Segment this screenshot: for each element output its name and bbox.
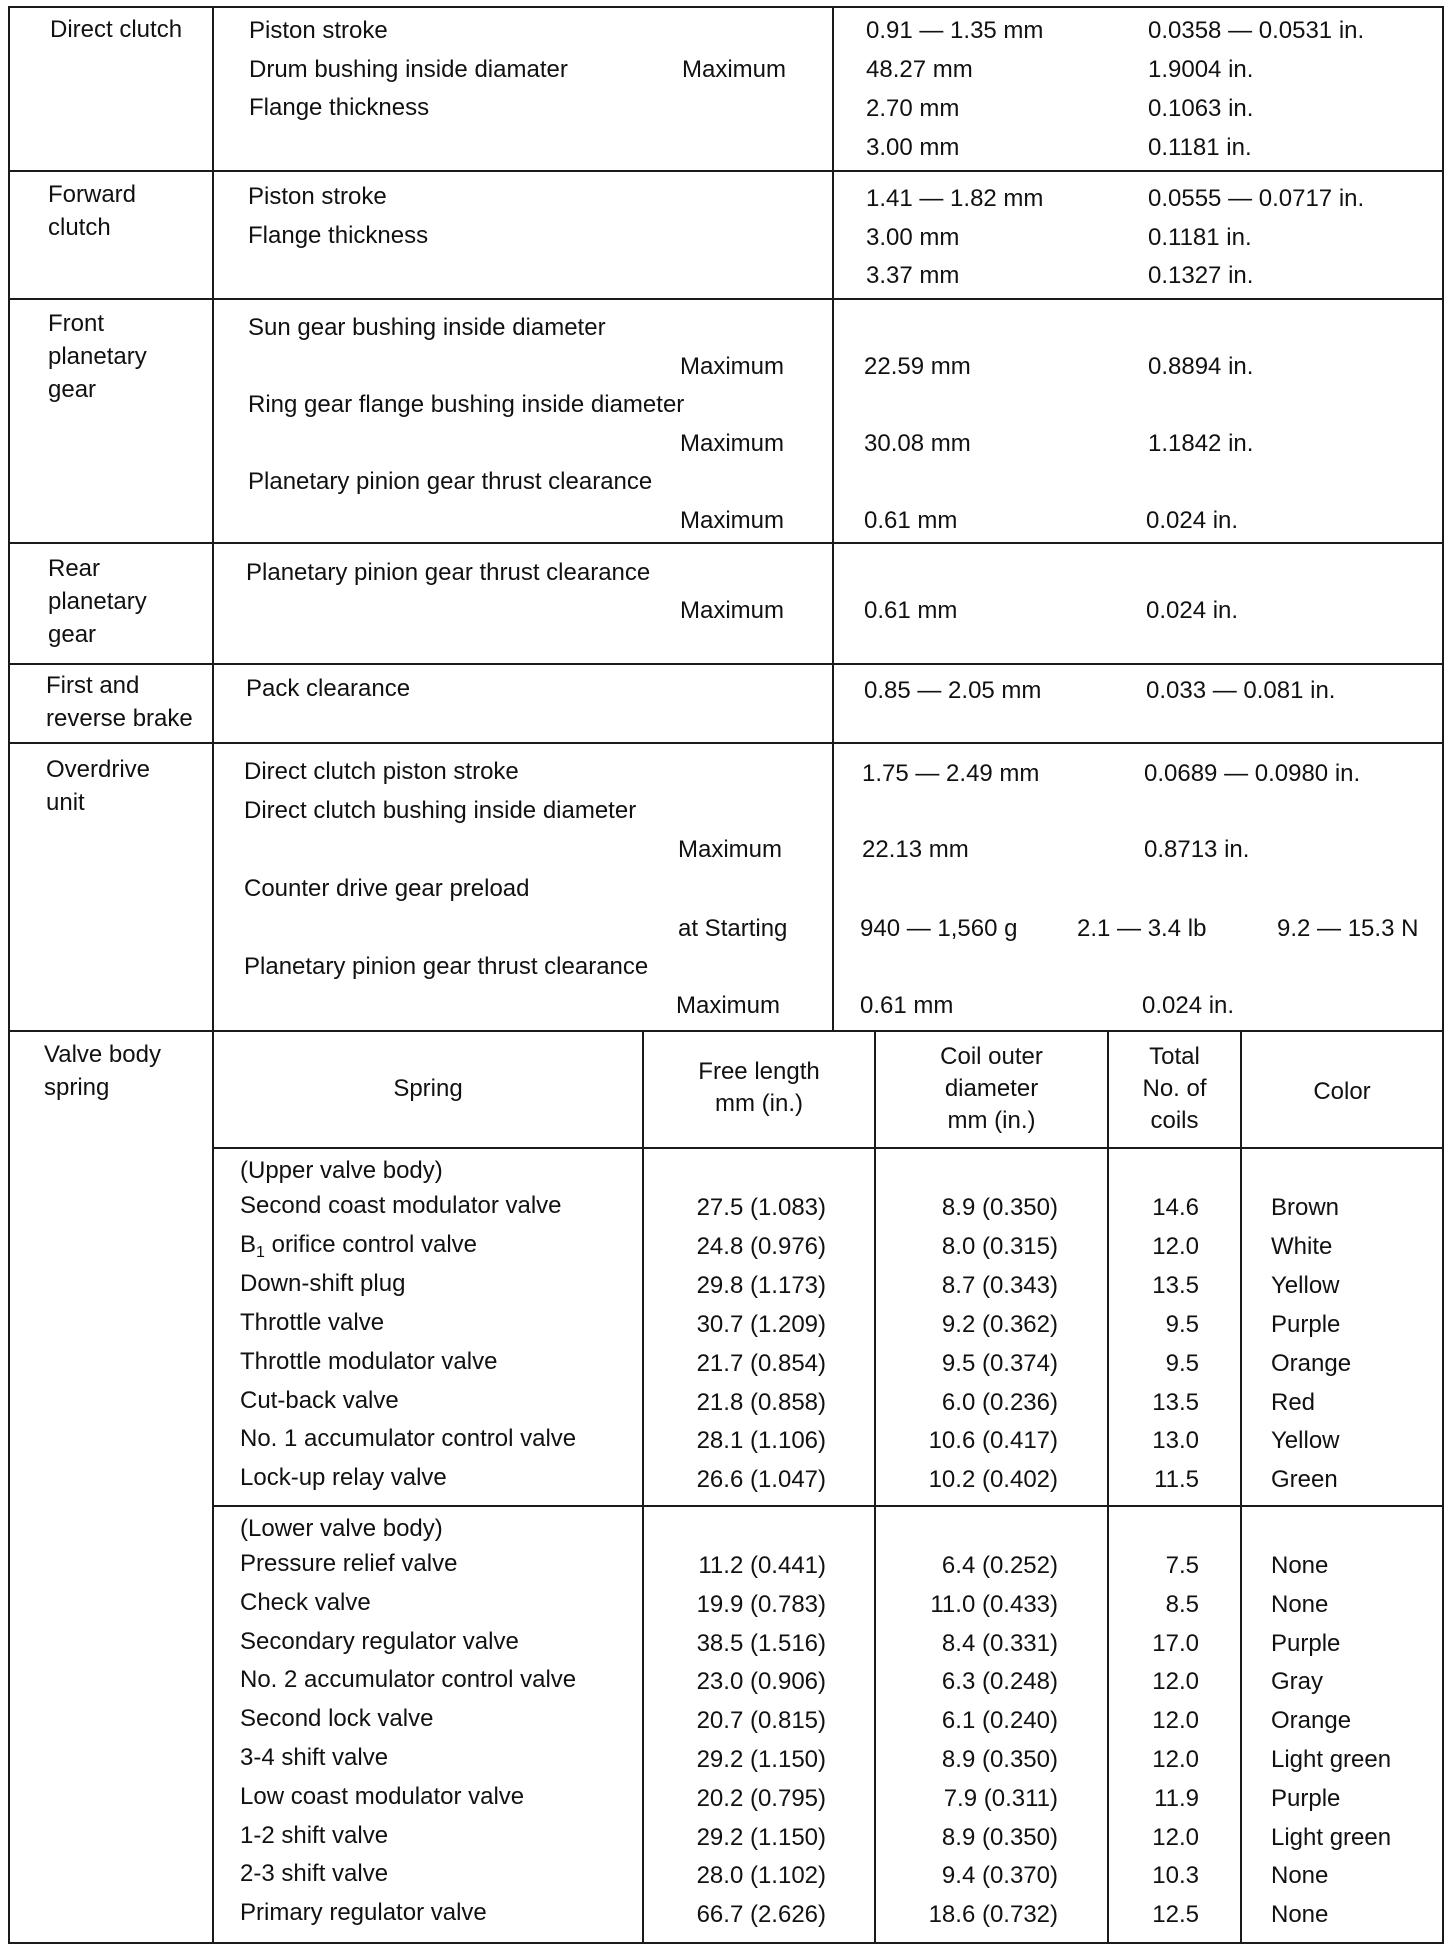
- group-title-upper: (Upper valve body): [240, 1157, 443, 1184]
- section-direct-clutch: Direct clutch: [50, 16, 183, 43]
- qualifier-maximum: Maximum: [678, 836, 783, 863]
- value-mm: 48.27 mm: [866, 56, 973, 83]
- spring-free-length: 30.7 (1.209): [696, 1310, 826, 1338]
- value-mm: 0.61 mm: [864, 507, 958, 534]
- header-spring: Spring: [393, 1075, 463, 1102]
- label-pinion-thrust: Planetary pinion gear thrust clearance: [248, 468, 653, 495]
- spring-total-coils: 11.5: [1154, 1466, 1199, 1494]
- spring-free-length: 28.0 (1.102): [696, 1862, 826, 1890]
- spring-coil-diameter: 9.5 (0.374): [941, 1349, 1058, 1377]
- spring-color: Orange: [1271, 1349, 1352, 1377]
- value-lb: 2.1 — 3.4 lb: [1077, 915, 1207, 942]
- header-coil-diameter: diameter: [944, 1075, 1039, 1102]
- spring-total-coils: 14.6: [1152, 1194, 1199, 1221]
- spring-free-length: 20.2 (0.795): [696, 1784, 826, 1812]
- header-free-length-unit: mm (in.): [715, 1090, 803, 1117]
- spring-free-length: 27.5 (1.083): [696, 1194, 826, 1221]
- spring-name: Throttle valve: [240, 1308, 385, 1336]
- spring-name: Throttle modulator valve: [240, 1347, 498, 1375]
- spring-coil-diameter: 8.0 (0.315): [941, 1232, 1058, 1260]
- spring-coil-diameter: 8.4 (0.331): [941, 1629, 1058, 1657]
- spring-free-length: 29.2 (1.150): [696, 1823, 826, 1851]
- spring-free-length: 21.7 (0.854): [696, 1349, 826, 1377]
- label-ring-gear-bushing: Ring gear flange bushing inside diameter: [248, 391, 685, 418]
- rule: [8, 663, 1444, 665]
- spring-name-subscript: 1: [256, 1243, 265, 1261]
- label-od-bushing: Direct clutch bushing inside diameter: [244, 797, 637, 824]
- rule-section-col: [212, 6, 214, 1944]
- value-g: 940 — 1,560 g: [860, 915, 1018, 942]
- spring-total-coils: 11.9: [1154, 1784, 1199, 1812]
- section-rear-planetary: Rear: [48, 555, 101, 582]
- value-mm: 3.00 mm: [866, 224, 960, 251]
- rule: [1240, 1030, 1242, 1944]
- qualifier-maximum: Maximum: [680, 430, 785, 457]
- spring-total-coils: 12.5: [1152, 1901, 1199, 1929]
- spring-name-text: orifice control valve: [264, 1230, 478, 1258]
- rule-left: [8, 6, 10, 1944]
- spring-name: Cut-back valve: [240, 1386, 399, 1414]
- spring-name-prefix: B: [240, 1230, 257, 1258]
- rule-right: [1442, 6, 1444, 1944]
- spring-total-coils: 13.0: [1152, 1427, 1199, 1455]
- spring-color: Orange: [1271, 1707, 1352, 1735]
- spring-coil-diameter: 6.4 (0.252): [941, 1552, 1058, 1579]
- spring-total-coils: 7.5: [1165, 1552, 1199, 1579]
- spring-free-length: 20.7 (0.815): [696, 1707, 826, 1735]
- spring-name: 1-2 shift valve: [240, 1821, 389, 1849]
- spring-name: Secondary regulator valve: [240, 1627, 519, 1655]
- spring-total-coils: 9.5: [1165, 1349, 1199, 1377]
- rule-value-col: [832, 6, 834, 1032]
- label-pinion-thrust: Planetary pinion gear thrust clearance: [246, 559, 651, 586]
- value-mm: 0.61 mm: [864, 597, 958, 624]
- spring-total-coils: 13.5: [1152, 1271, 1199, 1299]
- section-front-planetary: Front: [48, 310, 105, 337]
- section-first-reverse-brake: First and: [46, 672, 140, 699]
- header-color: Color: [1313, 1078, 1371, 1105]
- spring-color: Gray: [1271, 1668, 1324, 1696]
- spring-total-coils: 17.0: [1152, 1629, 1199, 1657]
- spring-color: Purple: [1271, 1784, 1341, 1812]
- value-in: 0.033 — 0.081 in.: [1146, 677, 1336, 704]
- label-flange-thickness: Flange thickness: [248, 222, 429, 249]
- spring-name: Second lock valve: [240, 1705, 434, 1733]
- spring-color: None: [1271, 1590, 1329, 1618]
- rule: [8, 742, 1444, 744]
- spring-name: No. 1 accumulator control valve: [240, 1425, 577, 1453]
- value-n: 9.2 — 15.3 N: [1277, 915, 1419, 942]
- qualifier-maximum: Maximum: [680, 353, 785, 380]
- section-front-planetary: gear: [48, 376, 97, 403]
- spring-name: Lock-up relay valve: [240, 1464, 447, 1492]
- spring-name: Down-shift plug: [240, 1269, 406, 1297]
- spring-free-length: 24.8 (0.976): [696, 1232, 826, 1260]
- spring-total-coils: 12.0: [1152, 1668, 1199, 1696]
- spring-coil-diameter: 8.9 (0.350): [941, 1194, 1058, 1221]
- label-sun-gear-bushing: Sun gear bushing inside diameter: [248, 314, 606, 341]
- spring-name: Primary regulator valve: [240, 1899, 487, 1927]
- section-valve-body-spring: Valve body: [44, 1041, 161, 1068]
- value-in: 0.024 in.: [1142, 992, 1235, 1019]
- rule: [8, 298, 1444, 300]
- value-mm: 0.85 — 2.05 mm: [864, 677, 1042, 704]
- spring-coil-diameter: 7.9 (0.311): [943, 1784, 1058, 1812]
- qualifier-maximum: Maximum: [676, 992, 781, 1019]
- qualifier-maximum: Maximum: [682, 56, 787, 83]
- spring-color: Yellow: [1271, 1271, 1340, 1299]
- value-mm: 2.70 mm: [866, 95, 960, 122]
- value-in: 0.1181 in.: [1148, 224, 1252, 251]
- spring-total-coils: 12.0: [1152, 1746, 1199, 1773]
- spring-name: 3-4 shift valve: [240, 1744, 389, 1771]
- spring-free-length: 29.2 (1.150): [696, 1746, 826, 1773]
- label-piston-stroke: Piston stroke: [248, 183, 387, 210]
- spring-coil-diameter: 8.9 (0.350): [941, 1823, 1058, 1851]
- qualifier-maximum: Maximum: [680, 507, 785, 534]
- header-coil-diameter-unit: mm (in.): [947, 1107, 1036, 1134]
- section-overdrive-unit: Overdrive: [46, 756, 151, 783]
- spring-coil-diameter: 18.6 (0.732): [928, 1901, 1058, 1929]
- value-in: 1.9004 in.: [1148, 56, 1254, 83]
- value-in: 0.1327 in.: [1148, 262, 1254, 289]
- value-mm: 0.91 — 1.35 mm: [866, 17, 1044, 44]
- label-flange-thickness: Flange thickness: [249, 94, 430, 121]
- spring-total-coils: 10.3: [1152, 1862, 1199, 1890]
- spring-name: No. 2 accumulator control valve: [240, 1666, 577, 1694]
- group-title-lower: (Lower valve body): [240, 1515, 443, 1542]
- value-in: 0.024 in.: [1146, 597, 1239, 624]
- section-rear-planetary: planetary: [48, 588, 147, 615]
- rule: [8, 170, 1444, 172]
- spring-color: None: [1271, 1552, 1329, 1579]
- value-in: 1.1842 in.: [1148, 430, 1254, 457]
- spring-free-length: 38.5 (1.516): [696, 1629, 826, 1657]
- spring-total-coils: 12.0: [1152, 1232, 1199, 1260]
- spring-free-length: 66.7 (2.626): [696, 1901, 826, 1929]
- value-mm: 3.37 mm: [866, 262, 960, 289]
- spring-coil-diameter: 11.0 (0.433): [930, 1590, 1058, 1618]
- value-mm: 30.08 mm: [864, 430, 971, 457]
- value-in: 0.0555 — 0.0717 in.: [1148, 185, 1365, 212]
- section-forward-clutch: Forward: [48, 181, 137, 208]
- spring-name: Second coast modulator valve: [240, 1192, 562, 1219]
- rule-bottom: [8, 1942, 1444, 1944]
- section-forward-clutch: clutch: [48, 214, 111, 241]
- spring-name: Low coast modulator valve: [240, 1782, 525, 1810]
- header-free-length: Free length: [698, 1058, 820, 1085]
- spring-name: Pressure relief valve: [240, 1550, 458, 1577]
- spring-coil-diameter: 6.3 (0.248): [941, 1668, 1058, 1696]
- rule: [212, 1505, 1444, 1507]
- section-first-reverse-brake: reverse brake: [46, 705, 193, 732]
- spring-color: Red: [1271, 1388, 1316, 1416]
- value-in: 0.1063 in.: [1148, 95, 1254, 122]
- spring-free-length: 26.6 (1.047): [696, 1466, 826, 1494]
- qualifier-maximum: Maximum: [680, 597, 785, 624]
- spring-name: [240, 1231, 477, 1262]
- value-mm: 0.61 mm: [860, 992, 954, 1019]
- value-mm: 3.00 mm: [866, 134, 960, 161]
- spring-total-coils: 12.0: [1152, 1707, 1199, 1735]
- spring-coil-diameter: 6.0 (0.236): [941, 1388, 1058, 1416]
- spring-total-coils: 8.5: [1165, 1590, 1199, 1618]
- spring-total-coils: 13.5: [1152, 1388, 1199, 1416]
- spring-coil-diameter: 9.2 (0.362): [941, 1310, 1058, 1338]
- rule: [8, 1030, 1444, 1032]
- value-mm: 22.13 mm: [862, 836, 969, 863]
- label-od-pinion-thrust: Planetary pinion gear thrust clearance: [244, 953, 649, 980]
- spring-free-length: 29.8 (1.173): [696, 1271, 826, 1299]
- value-in: 0.0689 — 0.0980 in.: [1144, 760, 1361, 787]
- spring-color: None: [1271, 1901, 1329, 1929]
- rule: [212, 1147, 1444, 1149]
- value-in: 0.8713 in.: [1144, 836, 1250, 863]
- qualifier-at-starting: at Starting: [678, 915, 788, 942]
- spring-coil-diameter: 10.2 (0.402): [928, 1466, 1058, 1494]
- value-in: 0.0358 — 0.0531 in.: [1148, 17, 1365, 44]
- spring-color: Yellow: [1271, 1427, 1340, 1455]
- value-in: 0.1181 in.: [1148, 134, 1252, 161]
- spring-color: Purple: [1271, 1629, 1341, 1657]
- spring-free-length: 21.8 (0.858): [696, 1388, 826, 1416]
- header-total-coils: No. of: [1142, 1075, 1207, 1102]
- section-valve-body-spring: spring: [44, 1074, 110, 1101]
- spring-color: None: [1271, 1862, 1329, 1890]
- spring-free-length: 19.9 (0.783): [696, 1590, 826, 1618]
- section-rear-planetary: gear: [48, 621, 97, 648]
- value-in: 0.8894 in.: [1148, 353, 1254, 380]
- spring-name: 2-3 shift valve: [240, 1860, 389, 1888]
- spring-coil-diameter: 9.4 (0.370): [941, 1862, 1058, 1890]
- spring-free-length: 23.0 (0.906): [696, 1668, 826, 1696]
- label-counter-drive-preload: Counter drive gear preload: [244, 875, 530, 902]
- spring-free-length: 28.1 (1.106): [696, 1427, 826, 1455]
- spring-coil-diameter: 8.7 (0.343): [941, 1271, 1058, 1299]
- value-mm: 1.75 — 2.49 mm: [862, 760, 1040, 787]
- value-in: 0.024 in.: [1146, 507, 1239, 534]
- header-total-coils: Total: [1149, 1043, 1200, 1070]
- section-front-planetary: planetary: [48, 343, 147, 370]
- value-mm: 1.41 — 1.82 mm: [866, 185, 1044, 212]
- spring-coil-diameter: 8.9 (0.350): [941, 1746, 1058, 1773]
- label-pack-clearance: Pack clearance: [246, 675, 411, 702]
- value-mm: 22.59 mm: [864, 353, 971, 380]
- rule-top: [8, 6, 1444, 8]
- spring-coil-diameter: 6.1 (0.240): [941, 1707, 1058, 1735]
- spring-total-coils: 12.0: [1152, 1823, 1199, 1851]
- label-piston-stroke: Piston stroke: [249, 17, 388, 44]
- rule: [8, 542, 1444, 544]
- spring-name: Check valve: [240, 1588, 371, 1616]
- spring-color: Brown: [1271, 1194, 1340, 1221]
- header-total-coils: coils: [1150, 1107, 1199, 1134]
- spring-color: Light green: [1271, 1746, 1392, 1773]
- spring-color: Light green: [1271, 1823, 1392, 1851]
- spring-free-length: 11.2 (0.441): [698, 1552, 826, 1579]
- spring-color: Green: [1271, 1466, 1338, 1494]
- spring-color: Purple: [1271, 1310, 1341, 1338]
- spring-total-coils: 9.5: [1165, 1310, 1199, 1338]
- label-drum-bushing: Drum bushing inside diamater: [249, 56, 568, 83]
- section-overdrive-unit: unit: [46, 789, 85, 816]
- spring-color: White: [1271, 1232, 1333, 1260]
- spring-coil-diameter: 10.6 (0.417): [928, 1427, 1058, 1455]
- label-od-piston-stroke: Direct clutch piston stroke: [244, 758, 519, 785]
- header-coil-diameter: Coil outer: [940, 1043, 1043, 1070]
